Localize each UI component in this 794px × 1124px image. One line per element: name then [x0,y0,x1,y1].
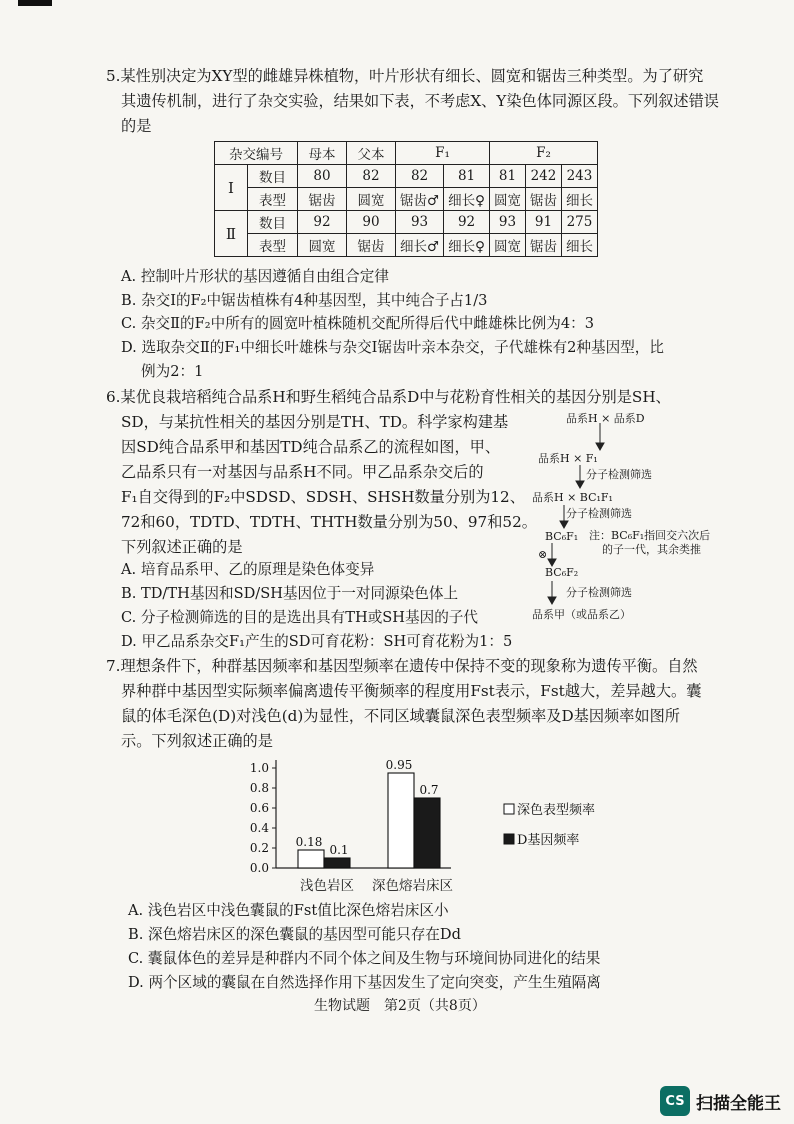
table-cell: 93 [396,211,444,234]
q6-option-d: D. 甲乙品系杂交F₁产生的SD可育花粉：SH可育花粉为1：5 [121,633,513,650]
q5-stem-line-1: 5.某性别决定为XY型的雌雄异株植物，叶片形状有细长、圆宽和锯齿三种类型。为了研究 [106,67,704,85]
table-cell: 93 [489,211,525,234]
header-cell: F₂ [489,142,597,165]
bar [388,773,414,868]
flow-step-bc6f2: BC₆F₂ [545,566,579,579]
table-cell: 锯齿♂ [396,188,444,211]
table-cell: 81 [489,165,525,188]
table-cell: 82 [347,165,396,188]
q5-option-c: C. 杂交Ⅱ的F₂中所有的圆宽叶植株随机交配所得后代中雌雄株比例为4：3 [121,315,595,332]
q6-option-a: A. 培育品系甲、乙的原理是染色体变异 [121,561,375,578]
table-cell: 242 [525,165,561,188]
q6-option-b: B. TD/TH基因和SD/SH基因位于一对同源染色体上 [121,585,459,602]
row-label: 数目 [248,165,298,188]
data-label: 0.1 [329,843,349,857]
q6-stem-line-1: 6.某优良栽培稻纯合品系H和野生稻纯合品系D中与花粉育性相关的基因分别是SH、 [106,388,671,406]
data-label: 0.95 [385,758,413,772]
x-tick-label: 浅色岩区 [300,878,354,894]
y-tick-label: 0.0 [249,861,269,875]
q7-option-d: D. 两个区域的囊鼠在自然选择作用下基因发生了定向突变，产生生殖隔离 [128,974,601,991]
header-cell: 父本 [347,142,396,165]
q7-option-c: C. 囊鼠体色的差异是种群内不同个体之间及生物与环境间协同进化的结果 [128,950,601,967]
group-cell: Ⅱ [215,211,248,257]
table-cell: 锯齿 [298,188,347,211]
table-cell: 80 [298,165,347,188]
flow-note-line-2: 的子一代，其余类推 [602,543,701,556]
bar [298,850,324,868]
scanner-logo-text: 扫描全能王 [696,1093,781,1114]
data-label: 0.7 [419,783,439,797]
header-cell: F₁ [396,142,490,165]
table-cell: 81 [444,165,490,188]
table-cell: 92 [298,211,347,234]
flow-selfing-symbol: ⊗ [538,548,548,561]
q5-stem-line-3: 的是 [121,117,152,135]
table-row [215,234,598,257]
y-tick-label: 0.6 [249,801,269,815]
table-cell: 细长♂ [396,234,444,257]
y-tick-label: 0.2 [249,841,269,855]
table-cell: 圆宽 [489,234,525,257]
table-cell: 细长♀ [444,188,490,211]
bar [414,798,440,868]
table-cell: 圆宽 [489,188,525,211]
scan-edge-mark [18,0,52,6]
row-label: 表型 [248,188,298,211]
table-cell: 82 [396,165,444,188]
flow-step-bc6f1: BC₆F₁ [545,530,579,543]
table-row [215,211,598,234]
header-cell: 母本 [298,142,347,165]
q6-stem-line-5: F₁自交得到的F₂中SDSD、SDSH、SHSH数量分别为12、 [121,488,525,506]
table-row [215,188,598,211]
flow-result: 品系甲（或品系乙） [532,608,631,621]
flow-screen-2: 分子检测筛选 [566,507,632,520]
q6-option-c: C. 分子检测筛选的目的是选出具有TH或SH基因的子代 [121,609,478,626]
q6-stem-line-2: SD，与某抗性相关的基因分别是TH、TD。科学家构建基 [121,413,509,431]
table-cell: 92 [444,211,490,234]
scanner-watermark [660,1086,781,1116]
legend-label: 深色表型频率 [517,803,596,818]
legend-label: D基因频率 [517,833,580,848]
x-tick-label: 深色熔岩床区 [372,878,453,894]
table-cell: 细长 [561,188,597,211]
y-tick-label: 0.8 [249,781,269,795]
legend-swatch [504,834,514,844]
q7-option-b: B. 深色熔岩床区的深色囊鼠的基因型可能只存在Dd [128,926,461,943]
table-cell: 275 [561,211,597,234]
table-cell: 细长 [561,234,597,257]
q7-option-a: A. 浅色岩区中浅色囊鼠的Fst值比深色熔岩床区小 [128,902,449,919]
table-cell: 细长♀ [444,234,490,257]
q6-stem-line-6: 72和60，TDTD、TDTH、THTH数量分别为50、97和52。 [121,513,537,531]
flow-step-parents: 品系H × 品系D [566,412,645,425]
q5-cross-table [214,141,598,257]
data-label: 0.18 [295,835,323,849]
scanner-logo-icon: CS [660,1086,690,1116]
q6-stem-line-7: 下列叙述正确的是 [121,538,243,556]
table-cell: 圆宽 [298,234,347,257]
table-cell: 圆宽 [347,188,396,211]
table-cell: 锯齿 [525,188,561,211]
y-tick-label: 0.4 [249,821,269,835]
flow-screen-3: 分子检测筛选 [566,586,632,599]
table-cell: 243 [561,165,597,188]
flowchart-arrows [530,405,740,625]
bar [324,858,350,868]
flow-screen-1: 分子检测筛选 [586,468,652,481]
q7-stem-line-4: 示。下列叙述正确的是 [121,732,273,750]
table-cell: 锯齿 [347,234,396,257]
group-cell: Ⅰ [215,165,248,211]
q6-stem-line-3: 因SD纯合品系甲和基因TD纯合品系乙的流程如图，甲、 [121,438,501,456]
table-cell: 锯齿 [525,234,561,257]
q7-stem-line-3: 鼠的体毛深色(D)对浅色(d)为显性，不同区域囊鼠深色表型频率及D基因频率如图所 [121,707,680,725]
legend-swatch [504,804,514,814]
q5-option-d: D. 选取杂交Ⅱ的F₁中细长叶雄株与杂交Ⅰ锯齿叶亲本杂交，子代雄株有2种基因型，比 [121,339,664,356]
q5-option-a: A. 控制叶片形状的基因遵循自由组合定律 [121,268,389,285]
flow-step-backcross-2: 品系H × BC₁F₁ [532,491,613,504]
q5-option-d-cont: 例为2：1 [141,363,204,380]
table-cell: 90 [347,211,396,234]
table-header-row [215,142,598,165]
q5-stem-line-2: 其遗传机制，进行了杂交实验，结果如下表，不考虑X、Y染色体同源区段。下列叙述错误 [121,92,719,110]
q7-stem-line-1: 7.理想条件下，种群基因频率和基因型频率在遗传中保持不变的现象称为遗传平衡。自然 [106,657,698,675]
table-row [215,165,598,188]
row-label: 数目 [248,211,298,234]
flow-note-line-1: 注：BC₆F₁指回交六次后 [589,529,711,542]
row-label: 表型 [248,234,298,257]
q5-option-b: B. 杂交Ⅰ的F₂中锯齿植株有4种基因型，其中纯合子占1/3 [121,292,488,309]
y-tick-label: 1.0 [249,761,269,775]
table-cell: 91 [525,211,561,234]
q7-stem-line-2: 界种群中基因型实际频率偏离遗传平衡频率的程度用Fst表示，Fst越大，差异越大。囊 [121,682,702,700]
q6-stem-line-4: 乙品系只有一对基因与品系H不同。甲乙品系杂交后的 [121,463,484,481]
page-footer: 生物试题 第2页（共8页） [314,998,486,1014]
header-cell: 杂交编号 [215,142,298,165]
flow-step-backcross-1: 品系H × F₁ [538,452,598,465]
